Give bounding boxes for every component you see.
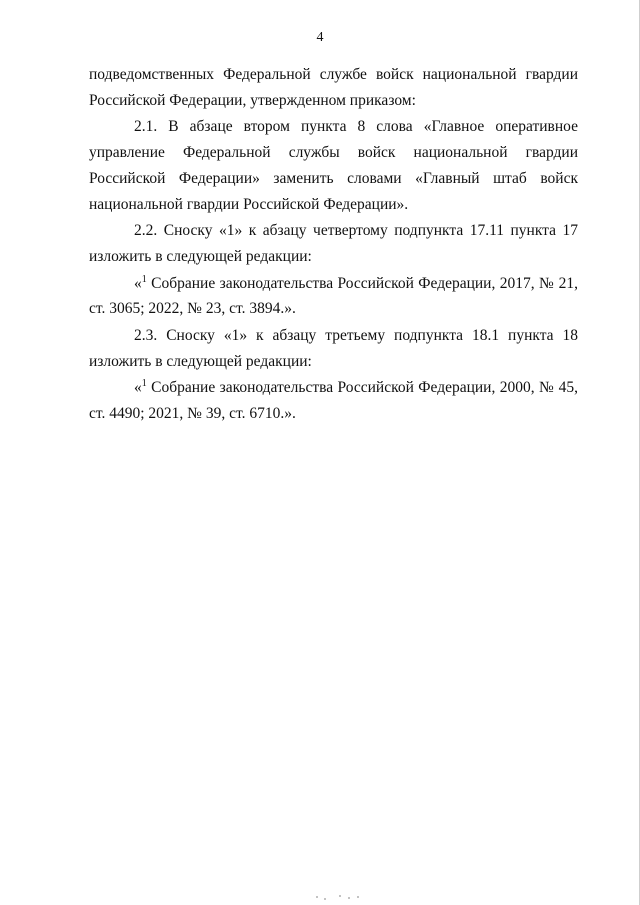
- footnote-quote-2: [89, 375, 578, 426]
- footnote-text: Собрание законодательства Российской Федерации, 2000, № 45, ст. 4490; 2021, № 39, ст. 6710.».: [89, 379, 578, 423]
- quote-open-mark: «: [134, 274, 142, 292]
- footnote-text: Собрание законодательства Российской Федерации, 2017, № 21, ст. 3065; 2022, № 23, ст. 3894.».: [89, 274, 578, 318]
- scan-speck: [316, 896, 318, 898]
- paragraph-2-2: 2.2. Сноску «1» к абзацу четвертому подпункта 17.11 пункта 17 изложить в следующей редакции:: [89, 222, 578, 265]
- scan-speck: [357, 896, 359, 898]
- footnote-quote-1: [89, 271, 578, 322]
- footnote-mark: 1: [141, 273, 147, 285]
- scan-speck: [324, 898, 326, 900]
- page-number: 4: [316, 30, 324, 45]
- scan-speck: [339, 895, 341, 897]
- footnote-mark: 1: [141, 378, 147, 390]
- document-body: [89, 62, 578, 427]
- paragraph-2-1: 2.1. В абзаце втором пункта 8 слова «Главное оперативное управление Федеральной службы войск национальной гвардии Российской Федерации» заменить словами «Главный штаб войск национальной гвардии Российской Федерации».: [89, 118, 578, 213]
- scan-speck: [348, 897, 350, 899]
- paragraph-2-3: 2.3. Сноску «1» к абзацу третьему подпункта 18.1 пункта 18 изложить в следующей редакции:: [89, 327, 578, 370]
- quote-open-mark: «: [134, 379, 142, 397]
- paragraph-intro: подведомственных Федеральной службе войск национальной гвардии Российской Федерации, утвержденном приказом:: [89, 66, 578, 109]
